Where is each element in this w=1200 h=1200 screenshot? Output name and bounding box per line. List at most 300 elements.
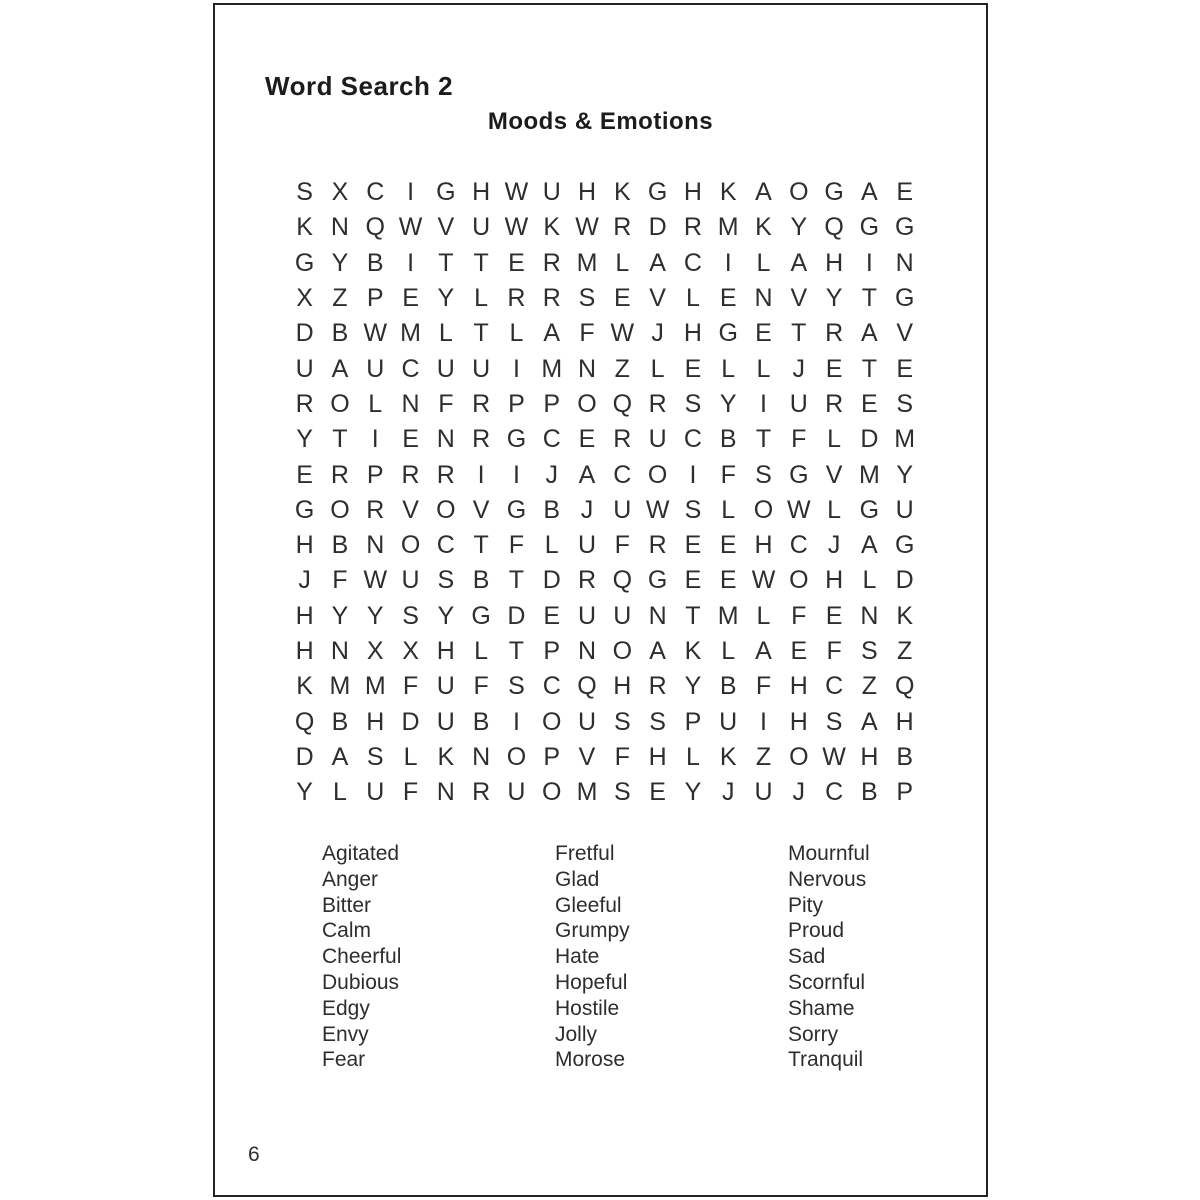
grid-cell-r6c18: E <box>896 354 914 383</box>
grid-cell-r9c9: A <box>578 460 596 489</box>
grid-cell-r10c5: O <box>436 495 456 524</box>
word-list-item: Hopeful <box>555 970 628 994</box>
grid-cell-r6c13: L <box>721 354 736 383</box>
grid-cell-r13c18: K <box>896 601 914 630</box>
grid-cell-r9c6: I <box>477 460 485 489</box>
grid-cell-r11c3: N <box>366 531 385 560</box>
grid-cell-r14c4: X <box>402 637 419 665</box>
grid-cell-r3c7: E <box>508 248 525 277</box>
grid-cell-r6c17: T <box>861 354 878 383</box>
grid-cell-r13c12: T <box>685 601 701 630</box>
grid-cell-r11c2: B <box>331 531 349 560</box>
grid-cell-r16c13: U <box>719 707 738 736</box>
grid-cell-r11c18: G <box>894 531 915 560</box>
grid-cell-r17c7: O <box>506 742 527 771</box>
word-list-item: Hate <box>555 945 600 969</box>
grid-cell-r11c13: E <box>719 531 737 560</box>
grid-cell-r15c1: K <box>296 672 313 701</box>
grid-cell-r6c16: E <box>825 354 843 383</box>
grid-cell-r8c11: U <box>648 425 667 454</box>
grid-cell-r10c17: G <box>859 495 880 524</box>
grid-cell-r14c16: F <box>826 637 842 665</box>
grid-cell-r7c15: U <box>789 389 808 418</box>
grid-cell-r16c15: H <box>789 707 808 736</box>
grid-cell-r11c14: H <box>754 531 773 560</box>
grid-cell-r16c5: U <box>436 707 455 736</box>
grid-cell-r18c16: C <box>825 778 844 807</box>
grid-cell-r4c2: Z <box>332 284 348 313</box>
grid-cell-r1c5: G <box>436 178 456 207</box>
grid-cell-r11c1: H <box>295 531 314 560</box>
grid-cell-r10c7: G <box>506 495 527 524</box>
grid-cell-r13c13: M <box>717 601 739 630</box>
grid-cell-r7c16: R <box>825 389 844 418</box>
grid-cell-r11c8: L <box>544 531 559 560</box>
grid-cell-r2c13: M <box>717 213 739 242</box>
grid-cell-r6c9: N <box>577 354 597 383</box>
grid-cell-r16c4: D <box>401 707 420 736</box>
grid-cell-r14c9: N <box>577 637 597 665</box>
grid-cell-r13c11: N <box>648 601 667 630</box>
word-list-item: Sad <box>788 945 826 969</box>
grid-cell-r8c1: Y <box>296 425 313 454</box>
grid-cell-r12c6: B <box>472 566 490 595</box>
grid-cell-r5c10: W <box>610 319 635 348</box>
grid-cell-r13c9: U <box>577 601 597 630</box>
grid-cell-r3c16: H <box>825 248 844 277</box>
grid-cell-r6c12: E <box>684 354 702 383</box>
grid-cell-r1c11: G <box>647 178 668 207</box>
grid-cell-r16c7: I <box>512 707 520 736</box>
word-list-item: Fear <box>322 1048 366 1072</box>
grid-cell-r7c1: R <box>295 389 314 418</box>
grid-cell-r9c16: V <box>825 460 843 489</box>
grid-cell-r17c10: F <box>614 742 630 771</box>
grid-cell-r2c9: W <box>575 213 599 242</box>
grid-cell-r13c3: Y <box>366 601 384 630</box>
grid-cell-r11c15: C <box>789 531 808 560</box>
grid-cell-r17c17: H <box>860 742 879 771</box>
grid-cell-r1c16: G <box>824 178 844 207</box>
grid-cell-r7c6: R <box>472 389 491 418</box>
grid-cell-r16c17: A <box>861 707 878 736</box>
grid-cell-r15c11: R <box>648 672 667 701</box>
grid-cell-r18c13: J <box>721 778 735 807</box>
grid-cell-r5c11: J <box>651 319 664 348</box>
grid-cell-r14c11: A <box>649 637 666 665</box>
grid-cell-r18c6: R <box>472 778 491 807</box>
word-list-item: Edgy <box>322 996 370 1020</box>
grid-cell-r12c7: T <box>508 566 525 595</box>
grid-cell-r9c12: I <box>689 460 697 489</box>
grid-cell-r2c10: R <box>613 213 632 242</box>
grid-cell-r12c14: W <box>751 566 776 595</box>
word-list-item: Dubious <box>322 970 400 994</box>
word-list-column-1 <box>322 841 401 1073</box>
grid-cell-r12c10: Q <box>612 566 633 595</box>
word-list-item: Hostile <box>555 996 620 1020</box>
grid-cell-r8c18: M <box>894 425 916 454</box>
grid-cell-r2c4: W <box>398 213 423 242</box>
grid-cell-r3c12: C <box>683 248 702 277</box>
grid-cell-r12c15: O <box>789 566 809 595</box>
grid-cell-r18c14: U <box>754 778 773 807</box>
grid-cell-r5c14: E <box>755 319 772 348</box>
grid-cell-r10c12: S <box>684 495 702 524</box>
grid-cell-r8c12: C <box>683 425 702 454</box>
grid-cell-r12c12: E <box>684 566 702 595</box>
word-list-item: Gleeful <box>555 893 622 917</box>
grid-cell-r6c2: A <box>331 354 349 383</box>
grid-cell-r7c5: F <box>438 389 454 418</box>
grid-cell-r17c3: S <box>366 742 384 771</box>
grid-cell-r10c6: V <box>472 495 490 524</box>
grid-cell-r14c10: O <box>612 637 633 665</box>
grid-cell-r12c18: D <box>895 566 914 595</box>
grid-cell-r13c15: F <box>791 601 807 630</box>
grid-cell-r1c4: I <box>407 178 415 207</box>
grid-cell-r18c8: O <box>542 778 562 807</box>
grid-cell-r15c5: U <box>436 672 455 701</box>
grid-cell-r14c14: A <box>755 637 772 665</box>
grid-cell-r16c2: B <box>331 707 349 736</box>
grid-cell-r4c17: T <box>861 284 878 313</box>
grid-cell-r14c13: L <box>721 637 736 665</box>
grid-cell-r16c11: S <box>649 707 666 736</box>
grid-cell-r7c18: S <box>896 389 914 418</box>
word-list-item: Grumpy <box>555 919 630 943</box>
grid-cell-r5c1: D <box>295 319 314 348</box>
grid-cell-r1c17: A <box>861 178 878 207</box>
grid-cell-r7c14: I <box>760 389 767 418</box>
grid-cell-r16c9: U <box>577 707 597 736</box>
grid-cell-r13c10: U <box>613 601 632 630</box>
grid-cell-r14c5: H <box>436 637 455 665</box>
grid-cell-r15c9: Q <box>577 672 597 701</box>
grid-cell-r1c1: S <box>296 178 313 207</box>
grid-cell-r16c18: H <box>895 707 914 736</box>
word-list-item: Tranquil <box>788 1048 864 1072</box>
grid-cell-r16c16: S <box>825 707 843 736</box>
grid-cell-r10c2: O <box>330 495 350 524</box>
word-list-item: Morose <box>555 1048 626 1072</box>
grid-cell-r10c8: B <box>543 495 561 524</box>
grid-cell-r9c5: R <box>436 460 455 489</box>
grid-cell-r3c8: R <box>542 248 561 277</box>
grid-cell-r7c2: O <box>330 389 350 418</box>
grid-cell-r15c4: F <box>402 672 419 701</box>
grid-cell-r18c15: J <box>792 778 806 807</box>
grid-cell-r13c1: H <box>295 601 314 630</box>
grid-cell-r6c15: J <box>792 354 806 383</box>
page-title: Word Search 2 <box>265 71 454 101</box>
grid-cell-r12c9: R <box>577 566 597 595</box>
grid-cell-r1c9: H <box>577 178 597 207</box>
grid-cell-r2c7: W <box>504 213 529 242</box>
grid-cell-r10c11: W <box>645 495 670 524</box>
grid-cell-r12c4: U <box>401 566 420 595</box>
grid-cell-r7c10: Q <box>612 389 633 418</box>
word-list-item: Sorry <box>788 1022 839 1046</box>
grid-cell-r8c17: D <box>860 425 879 454</box>
grid-cell-r4c11: V <box>649 284 666 313</box>
grid-cell-r15c18: Q <box>894 672 915 701</box>
grid-cell-r7c7: P <box>508 389 525 418</box>
grid-cell-r18c11: E <box>649 778 666 807</box>
word-list-item: Proud <box>788 919 845 943</box>
grid-cell-r13c7: D <box>507 601 526 630</box>
grid-cell-r8c5: N <box>436 425 455 454</box>
grid-cell-r5c2: B <box>331 319 349 348</box>
word-list-item: Agitated <box>322 842 400 865</box>
grid-cell-r8c10: R <box>613 425 632 454</box>
word-list-column-2 <box>555 841 630 1073</box>
grid-cell-r12c2: F <box>332 566 348 595</box>
grid-cell-r5c15: T <box>791 319 807 348</box>
grid-cell-r6c7: I <box>512 354 520 383</box>
grid-cell-r7c4: N <box>401 389 420 418</box>
grid-cell-r3c3: B <box>366 248 384 277</box>
grid-cell-r13c8: E <box>543 601 561 630</box>
grid-cell-r5c5: L <box>438 319 453 348</box>
grid-cell-r14c7: T <box>508 637 525 665</box>
word-list-item: Envy <box>322 1022 369 1046</box>
grid-cell-r4c10: E <box>613 284 631 313</box>
word-list-item: Anger <box>322 867 379 891</box>
grid-cell-r14c15: E <box>790 637 808 665</box>
grid-cell-r2c2: N <box>330 213 349 242</box>
puzzle-page <box>213 3 988 1197</box>
grid-cell-r14c1: H <box>295 637 314 665</box>
grid-cell-r7c17: E <box>861 389 878 418</box>
grid-cell-r15c3: M <box>364 672 386 701</box>
word-list-item: Jolly <box>555 1022 598 1046</box>
grid-cell-r8c15: F <box>791 425 807 454</box>
grid-cell-r4c18: G <box>894 284 915 313</box>
grid-cell-r14c17: S <box>861 637 878 665</box>
grid-cell-r3c17: I <box>865 248 873 277</box>
grid-cell-r7c8: P <box>543 389 561 418</box>
grid-cell-r12c8: D <box>542 566 561 595</box>
grid-cell-r11c11: R <box>648 531 667 560</box>
grid-cell-r8c8: C <box>542 425 561 454</box>
grid-cell-r9c15: G <box>789 460 809 489</box>
grid-cell-r15c7: S <box>508 672 525 701</box>
grid-cell-r6c3: U <box>366 354 385 383</box>
grid-cell-r12c1: J <box>298 566 311 595</box>
grid-cell-r13c16: E <box>825 601 843 630</box>
grid-cell-r3c9: M <box>576 248 598 277</box>
grid-cell-r1c7: W <box>504 178 529 207</box>
grid-cell-r15c8: C <box>542 672 561 701</box>
grid-cell-r3c6: T <box>473 248 489 277</box>
grid-cell-r9c14: S <box>755 460 772 489</box>
grid-cell-r3c4: I <box>407 248 415 277</box>
grid-cell-r3c18: N <box>895 248 914 277</box>
grid-cell-r8c13: B <box>719 425 737 454</box>
grid-cell-r1c14: A <box>755 178 772 207</box>
grid-cell-r2c18: G <box>894 213 915 242</box>
grid-cell-r18c10: S <box>613 778 631 807</box>
grid-cell-r10c10: U <box>613 495 632 524</box>
grid-cell-r7c11: R <box>648 389 667 418</box>
grid-cell-r9c2: R <box>330 460 349 489</box>
grid-cell-r16c3: H <box>366 707 385 736</box>
grid-cell-r18c9: M <box>576 778 598 807</box>
grid-cell-r13c6: G <box>471 601 491 630</box>
grid-cell-r11c16: J <box>827 531 841 560</box>
grid-cell-r2c6: U <box>472 213 491 242</box>
grid-cell-r8c6: R <box>472 425 491 454</box>
grid-cell-r5c4: M <box>400 319 421 348</box>
grid-cell-r9c8: J <box>545 460 558 489</box>
grid-cell-r2c16: Q <box>824 213 844 242</box>
word-list-item: Fretful <box>555 842 615 865</box>
grid-cell-r2c14: K <box>755 213 772 242</box>
grid-cell-r15c16: C <box>825 672 844 701</box>
grid-cell-r15c15: H <box>789 672 808 701</box>
grid-cell-r9c18: Y <box>896 460 914 489</box>
grid-cell-r18c4: F <box>402 778 419 807</box>
grid-cell-r11c17: A <box>861 531 878 560</box>
word-list-item: Cheerful <box>322 945 402 969</box>
grid-cell-r10c13: L <box>721 495 736 524</box>
grid-cell-r16c8: O <box>542 707 562 736</box>
grid-cell-r16c6: B <box>472 707 490 736</box>
grid-cell-r4c14: N <box>754 284 773 313</box>
grid-cell-r6c5: U <box>436 354 455 383</box>
grid-cell-r15c17: Z <box>861 672 878 701</box>
grid-cell-r17c15: O <box>789 742 809 771</box>
grid-cell-r18c17: B <box>861 778 878 807</box>
grid-cell-r8c9: E <box>578 425 596 454</box>
grid-cell-r18c18: P <box>896 778 914 807</box>
grid-cell-r2c5: V <box>437 213 455 242</box>
grid-cell-r13c4: S <box>402 601 419 630</box>
grid-cell-r12c5: S <box>437 566 455 595</box>
grid-cell-r3c13: I <box>724 248 732 277</box>
grid-cell-r17c2: A <box>331 742 349 771</box>
grid-cell-r12c3: W <box>363 566 388 595</box>
grid-cell-r3c15: A <box>790 248 808 277</box>
grid-cell-r7c9: O <box>577 389 597 418</box>
grid-cell-r6c4: C <box>401 354 420 383</box>
grid-cell-r18c5: N <box>436 778 455 807</box>
grid-cell-r17c13: K <box>719 742 737 771</box>
page-number: 6 <box>248 1143 260 1166</box>
word-search-grid <box>287 175 922 810</box>
grid-cell-r14c18: Z <box>897 637 913 665</box>
grid-cell-r10c3: R <box>366 495 385 524</box>
grid-cell-r9c7: I <box>512 460 520 489</box>
grid-cell-r6c14: L <box>756 354 771 383</box>
grid-cell-r14c8: P <box>543 637 561 665</box>
grid-cell-r2c8: K <box>543 213 561 242</box>
word-list-item: Nervous <box>788 867 867 891</box>
grid-cell-r9c4: R <box>401 460 420 489</box>
grid-cell-r9c11: O <box>647 460 668 489</box>
grid-cell-r2c1: K <box>296 213 313 242</box>
grid-cell-r10c1: G <box>294 495 315 524</box>
grid-cell-r4c6: L <box>474 284 489 313</box>
grid-cell-r10c4: V <box>402 495 419 524</box>
grid-cell-r15c6: F <box>473 672 489 701</box>
word-list-item: Pity <box>788 893 824 917</box>
grid-cell-r8c14: T <box>755 425 772 454</box>
grid-cell-r5c3: W <box>363 319 388 348</box>
grid-cell-r17c4: L <box>403 742 418 771</box>
grid-cell-r14c2: N <box>330 637 349 665</box>
grid-cell-r11c6: T <box>473 531 489 560</box>
grid-cell-r12c16: H <box>825 566 844 595</box>
grid-cell-r9c3: P <box>366 460 384 489</box>
grid-cell-r9c17: M <box>858 460 880 489</box>
grid-cell-r1c12: H <box>683 178 702 207</box>
word-list-item: Shame <box>788 996 855 1020</box>
grid-cell-r8c4: E <box>402 425 419 454</box>
grid-cell-r8c3: I <box>371 425 379 454</box>
grid-cell-r16c10: S <box>613 707 631 736</box>
grid-cell-r5c7: L <box>509 319 524 348</box>
grid-cell-r17c16: W <box>822 742 846 771</box>
grid-cell-r3c5: T <box>438 248 454 277</box>
grid-cell-r8c16: L <box>827 425 842 454</box>
grid-cell-r5c17: A <box>861 319 878 348</box>
grid-cell-r16c1: Q <box>294 707 315 736</box>
grid-cell-r13c5: Y <box>437 601 455 630</box>
grid-cell-r9c1: E <box>296 460 313 489</box>
grid-cell-r16c12: P <box>684 707 702 736</box>
grid-cell-r15c10: H <box>613 672 632 701</box>
grid-cell-r6c10: Z <box>614 354 630 383</box>
grid-cell-r11c9: U <box>577 531 597 560</box>
grid-cell-r17c6: N <box>472 742 491 771</box>
word-list-item: Glad <box>555 867 600 891</box>
grid-cell-r2c17: G <box>859 213 880 242</box>
grid-cell-r9c13: F <box>720 460 736 489</box>
grid-cell-r10c14: O <box>753 495 774 524</box>
grid-cell-r4c13: E <box>719 284 737 313</box>
word-list-item: Scornful <box>788 970 866 994</box>
grid-cell-r11c4: O <box>400 531 421 560</box>
grid-cell-r8c7: G <box>506 425 527 454</box>
grid-cell-r12c11: G <box>647 566 668 595</box>
grid-cell-r14c3: X <box>366 637 384 665</box>
grid-cell-r4c5: Y <box>437 284 455 313</box>
grid-cell-r11c5: C <box>436 531 455 560</box>
grid-cell-r15c14: F <box>755 672 772 701</box>
grid-cell-r17c9: V <box>578 742 596 771</box>
grid-cell-r2c11: D <box>648 213 667 242</box>
grid-cell-r1c3: C <box>366 178 385 207</box>
grid-cell-r3c1: G <box>294 248 315 277</box>
grid-cell-r17c8: P <box>543 742 561 771</box>
grid-cell-r1c8: U <box>542 178 561 207</box>
grid-cell-r18c2: L <box>332 778 347 807</box>
grid-cell-r3c11: A <box>649 248 666 277</box>
grid-cell-r6c8: M <box>541 354 563 383</box>
word-list-item: Mournful <box>788 842 870 865</box>
grid-cell-r8c2: T <box>332 425 348 454</box>
grid-cell-r1c15: O <box>789 178 809 207</box>
grid-cell-r4c15: V <box>790 284 808 313</box>
grid-cell-r15c2: M <box>329 672 351 701</box>
grid-cell-r1c18: E <box>896 178 914 207</box>
grid-cell-r9c10: C <box>613 460 632 489</box>
grid-cell-r12c13: E <box>719 566 737 595</box>
grid-cell-r4c16: Y <box>825 284 843 313</box>
grid-cell-r10c15: W <box>787 495 811 524</box>
